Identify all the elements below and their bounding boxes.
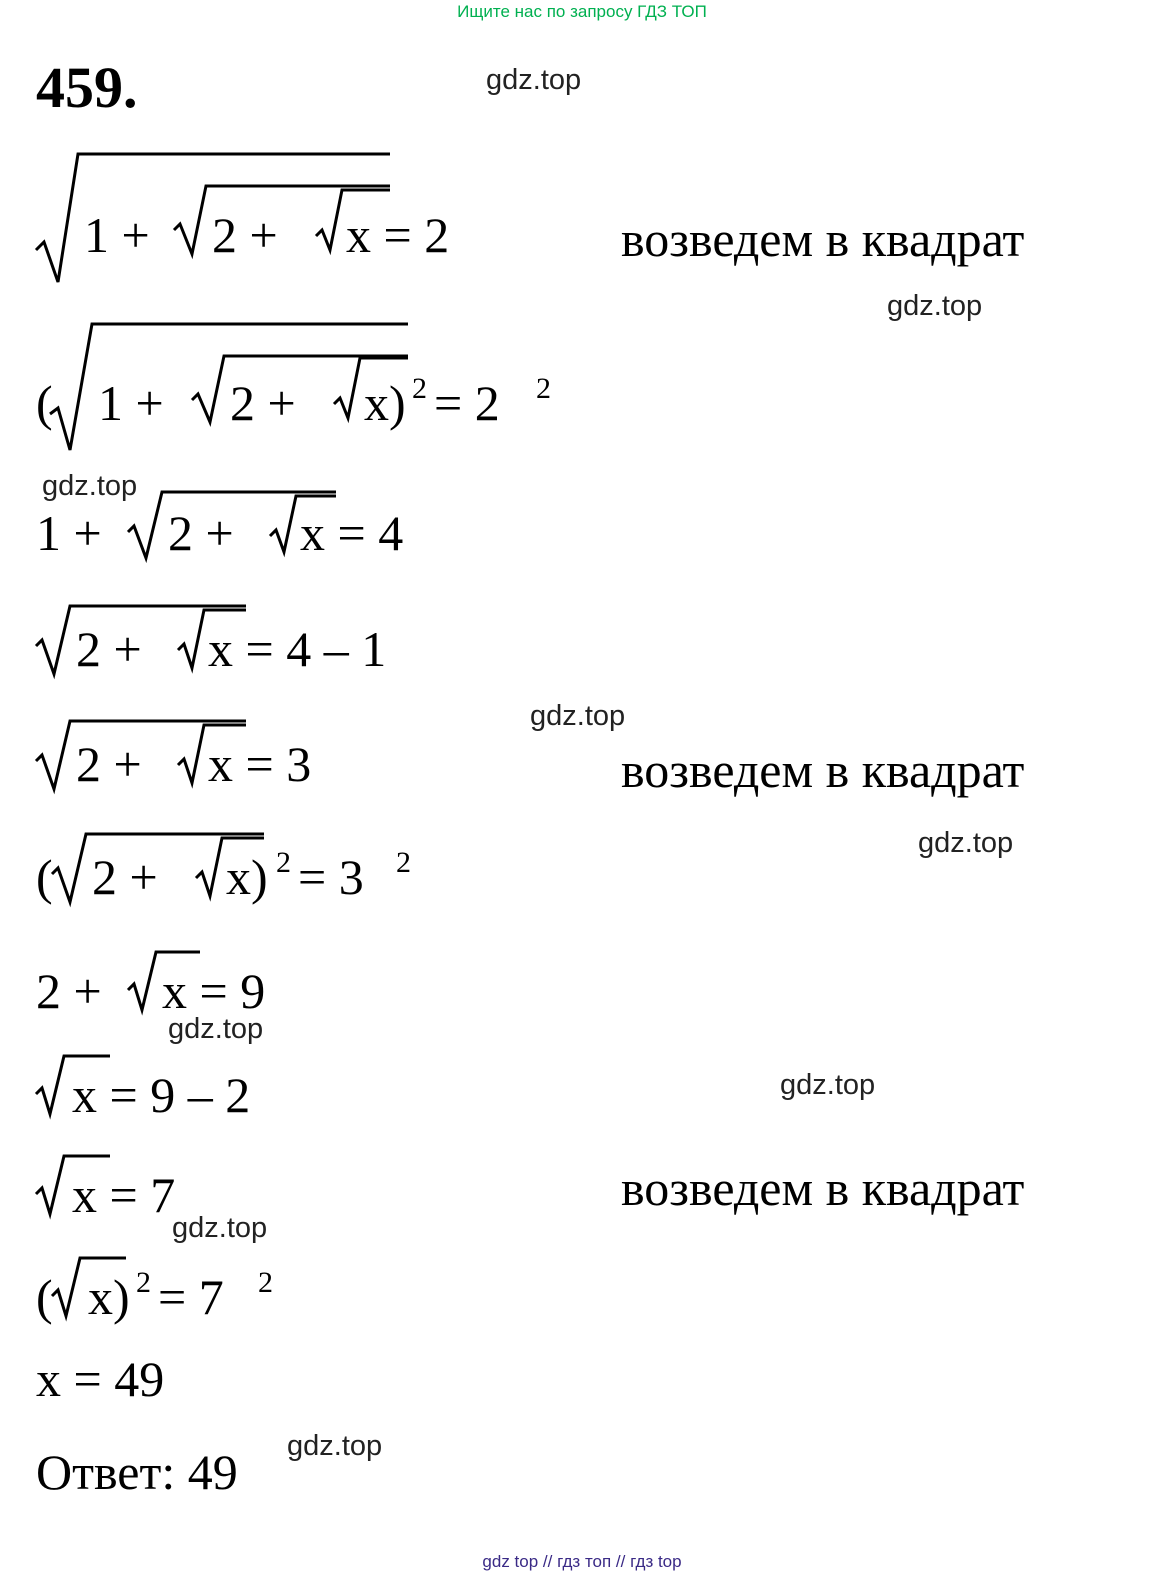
equation-svg <box>36 944 336 1034</box>
svg-text:1 +: 1 + <box>36 505 102 561</box>
svg-text:= 3: = 3 <box>298 849 364 905</box>
svg-text:2 +: 2 + <box>168 505 234 561</box>
svg-text:(: ( <box>36 375 53 431</box>
watermark: gdz.top <box>918 827 1014 859</box>
equation-line-1 <box>36 150 506 298</box>
equation-svg <box>36 318 576 458</box>
svg-text:2: 2 <box>258 1266 273 1299</box>
answer-line: Ответ: 49 <box>36 1444 238 1500</box>
watermark: gdz.top <box>530 700 626 732</box>
equation-line-6 <box>36 830 436 928</box>
watermark: gdz.top <box>168 1013 264 1045</box>
watermark: gdz.top <box>42 470 138 502</box>
problem-number: 459. <box>36 55 138 120</box>
svg-text:= 7: = 7 <box>158 1269 224 1325</box>
svg-text:2: 2 <box>412 372 427 405</box>
equation-line-10 <box>36 1250 336 1348</box>
svg-text:(: ( <box>36 849 53 905</box>
equation-svg <box>36 1250 336 1340</box>
equation-svg <box>36 488 456 578</box>
svg-text:x): x) <box>88 1269 130 1325</box>
equation-line-7 <box>36 944 336 1042</box>
header-banner: Ищите нас по запросу ГДЗ ТОП <box>457 2 707 21</box>
equation-svg <box>36 830 436 920</box>
footer-links: gdz top // гдз топ // гдз top <box>482 1552 682 1571</box>
svg-text:2 +: 2 + <box>230 375 296 431</box>
note-square-3: возведем в квадрат <box>621 1160 1025 1216</box>
svg-text:2 +: 2 + <box>92 849 158 905</box>
note-square-1: возведем в квадрат <box>621 211 1025 267</box>
svg-text:x = 9 – 2: x = 9 – 2 <box>72 1067 251 1123</box>
svg-text:1 +: 1 + <box>84 207 150 263</box>
svg-text:x = 3: x = 3 <box>208 736 312 792</box>
equation-line-3 <box>36 488 456 586</box>
watermark: gdz.top <box>780 1069 876 1101</box>
watermark: gdz.top <box>887 290 983 322</box>
equation-line-11: x = 49 <box>36 1351 165 1407</box>
svg-text:x = 4 – 1: x = 4 – 1 <box>208 621 387 677</box>
svg-text:x = 2: x = 2 <box>346 207 450 263</box>
equation-line-2 <box>36 318 576 466</box>
svg-text:2: 2 <box>276 846 291 879</box>
equation-line-5 <box>36 717 376 815</box>
equation-line-9 <box>36 1148 276 1246</box>
equation-svg <box>36 717 376 807</box>
svg-text:x = 9: x = 9 <box>162 963 266 1019</box>
svg-text:x = 4: x = 4 <box>300 505 404 561</box>
equation-svg <box>36 1048 336 1138</box>
watermark: gdz.top <box>486 64 582 96</box>
svg-text:2 +: 2 + <box>76 736 142 792</box>
svg-text:2: 2 <box>396 846 411 879</box>
svg-text:x = 7: x = 7 <box>72 1167 176 1223</box>
equation-svg <box>36 150 506 290</box>
svg-text:2: 2 <box>136 1266 151 1299</box>
svg-text:2 +: 2 + <box>212 207 278 263</box>
svg-text:x): x) <box>364 375 406 431</box>
svg-text:(: ( <box>36 1269 53 1325</box>
equation-line-4 <box>36 602 456 700</box>
watermark: gdz.top <box>172 1212 268 1244</box>
svg-text:1 +: 1 + <box>98 375 164 431</box>
watermark: gdz.top <box>287 1430 383 1462</box>
equation-svg <box>36 602 456 692</box>
svg-text:2: 2 <box>536 372 551 405</box>
svg-text:x): x) <box>226 849 268 905</box>
equation-line-8 <box>36 1048 336 1146</box>
note-square-2: возведем в квадрат <box>621 742 1025 798</box>
svg-text:2 +: 2 + <box>76 621 142 677</box>
svg-text:2 +: 2 + <box>36 963 102 1019</box>
equation-svg <box>36 1148 276 1238</box>
svg-text:= 2: = 2 <box>434 375 500 431</box>
